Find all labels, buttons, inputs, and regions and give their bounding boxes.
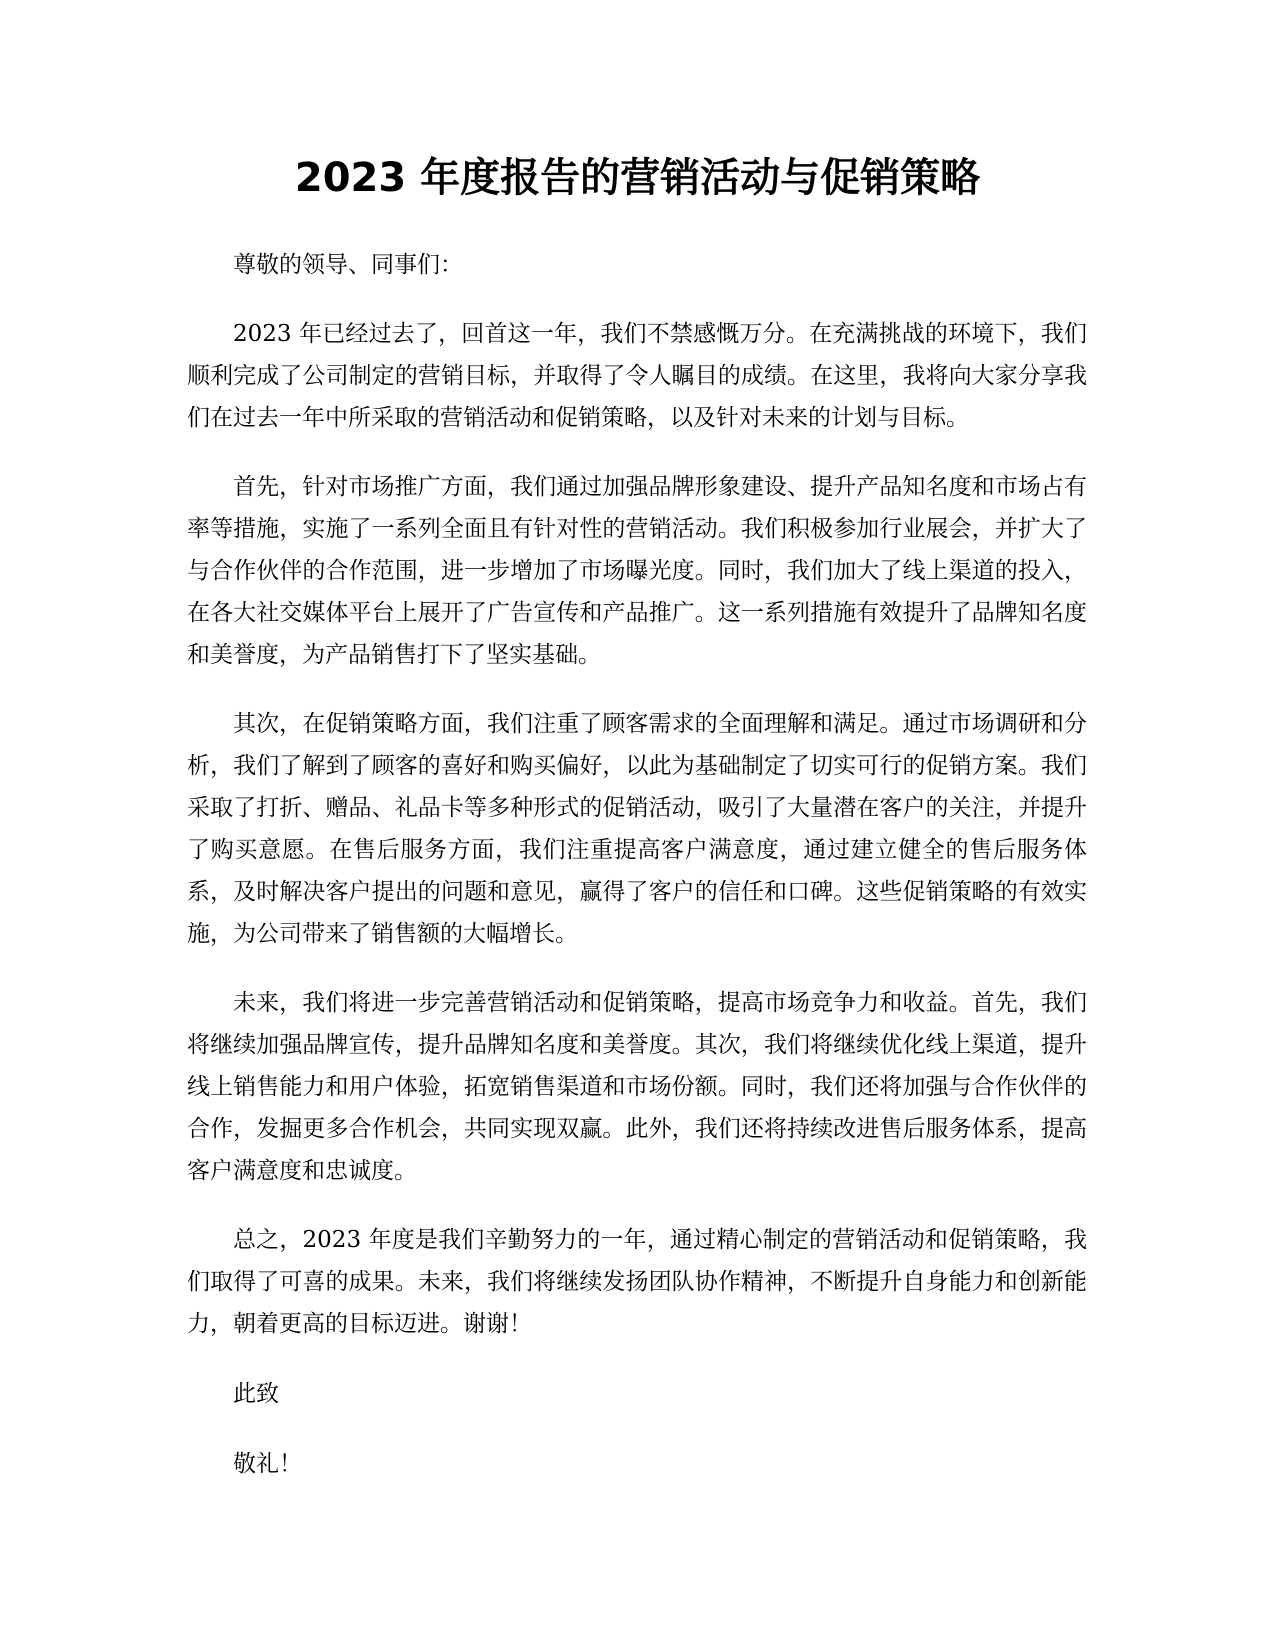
document-body bbox=[187, 244, 1087, 1485]
salutation: 尊敬的领导、同事们： bbox=[233, 252, 463, 278]
paragraph-market-promotion: 首先，针对市场推广方面，我们通过加强品牌形象建设、提升产品知名度和市场占有率等措施，实施了一系列全面且有针对性的营销活动。我们积极参加行业展会，并扩大了与合作伙伴的合作范围，进一步增加了市场曝光度。同时，我们加大了线上渠道的投入，在各大社交媒体平台上展开了广告宣传和产品推广。这一系列措施有效提升了品牌知名度和美誉度，为产品销售打下了坚实基础。 bbox=[187, 474, 1087, 668]
paragraph-intro: 2023 年已经过去了，回首这一年，我们不禁感慨万分。在充满挑战的环境下，我们顺利完成了公司制定的营销目标，并取得了令人瞩目的成绩。在这里，我将向大家分享我们在过去一年中所采取的营销活动和促销策略，以及针对未来的计划与目标。 bbox=[187, 321, 1087, 431]
document-title: 2023 年度报告的营销活动与促销策略 bbox=[294, 155, 981, 201]
paragraph-promotion-strategy: 其次，在促销策略方面，我们注重了顾客需求的全面理解和满足。通过市场调研和分析，我们了解到了顾客的喜好和购买偏好，以此为基础制定了切实可行的促销方案。我们采取了打折、赠品、礼品卡等多种形式的促销活动，吸引了大量潜在客户的关注，并提升了购买意愿。在售后服务方面，我们注重提高客户满意度，通过建立健全的售后服务体系，及时解决客户提出的问题和意见，赢得了客户的信任和口碑。这些促销策略的有效实施，为公司带来了销售额的大幅增长。 bbox=[187, 711, 1087, 947]
closing-line-2: 敬礼！ bbox=[233, 1451, 302, 1477]
paragraph-conclusion: 总之，2023 年度是我们辛勤努力的一年，通过精心制定的营销活动和促销策略，我们取得了可喜的成果。未来，我们将继续发扬团队协作精神，不断提升自身能力和创新能力，朝着更高的目标迈进。谢谢！ bbox=[187, 1227, 1087, 1337]
paragraph-future-plans: 未来，我们将进一步完善营销活动和促销策略，提高市场竞争力和收益。首先，我们将继续加强品牌宣传，提升品牌知名度和美誉度。其次，我们将继续优化线上渠道，提升线上销售能力和用户体验，拓宽销售渠道和市场份额。同时，我们还将加强与合作伙伴的合作，发掘更多合作机会，共同实现双赢。此外，我们还将持续改进售后服务体系，提高客户满意度和忠诚度。 bbox=[187, 990, 1087, 1184]
closing-line-1: 此致 bbox=[233, 1381, 279, 1407]
